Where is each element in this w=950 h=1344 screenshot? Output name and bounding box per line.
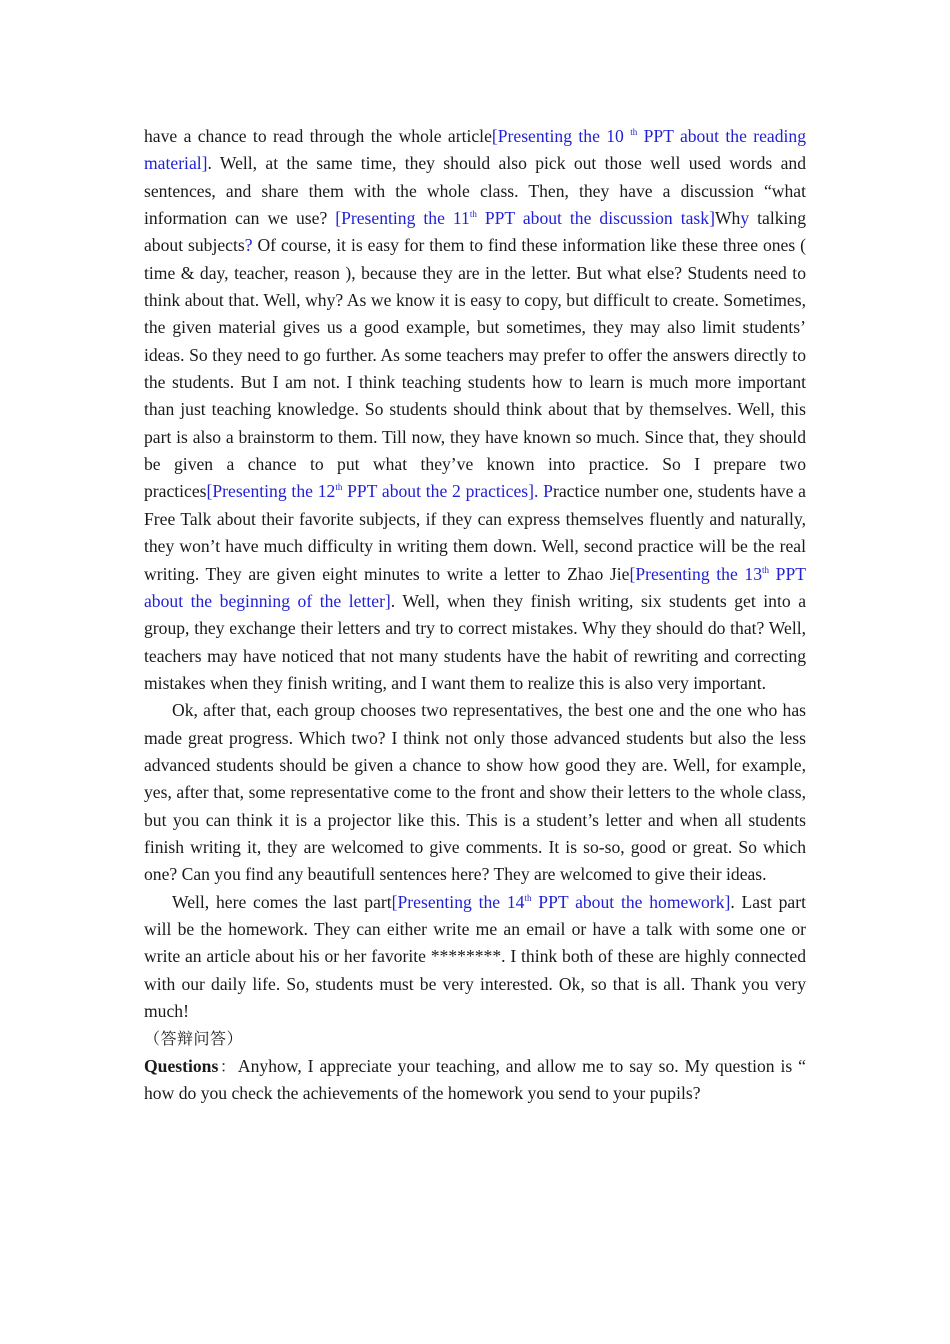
ppt-note-14: [Presenting the 14th PPT about the homework]	[391, 891, 731, 912]
question-text: Anyhow, I appreciate your teaching, and allow me to say so. My question is “ how do you check the achievements of the homework you send to your pupils?	[144, 1055, 806, 1104]
body-text: talking about subjects	[144, 208, 807, 256]
body-text: . Well, when they finish writing, six students get into a group, they exchange their letters and try to correct mistakes. Why they should do that? Well, teachers may have noticed that not many students have the habit of rewriting and correcting mistakes when they finish writing, and I want them to realize this is also very important.	[144, 590, 806, 693]
body-text-blue: ?	[244, 235, 253, 256]
body-text-blue: y	[740, 208, 750, 229]
question-label: Questions	[144, 1055, 219, 1076]
paragraph-homework	[144, 889, 806, 1026]
body-text: . Last part will be the homework. They can either write me an email or have a talk with some one or write an article about his or her favorite ********. I think both of these are highly connected with our daily life. So, students must be very interested. Ok, so that is all. Thank you very much!	[144, 891, 806, 1021]
document-page	[144, 123, 806, 1107]
body-text: . Well, at the same time, they should also pick out those well used words and sentences, and share them with the whole class. Then, they have a discussion “what information can we use?	[144, 153, 806, 229]
body-text: Well, here comes the last part	[172, 891, 392, 912]
body-text: ractice number one, students have a Free Talk about their favorite subjects, if they can express themselves fluently and naturally, they won’t have much difficulty in writing them down. Well, second practice will be the real writing. They are given eight minutes to write a letter to Zhao Jie	[144, 481, 806, 584]
question-paragraph	[144, 1053, 806, 1108]
body-text: Wh	[714, 208, 741, 229]
defense-heading: （答辩问答）	[144, 1029, 244, 1049]
ppt-note-10: [Presenting the 10 $^{th}$ PPT about the reading material]	[144, 126, 807, 174]
body-text: Of course, it is easy for them to find these information like these three ones ( time & day, teacher, reason ), because they are in the letter. But what else? Students need to think about that. Well, why? As we know it is easy to copy, but difficult to create. Sometimes, the given material gives us a good example, but sometimes, they may also limit students’ ideas. So they need to go further. As some teachers may prefer to offer the answers directly to the students. But I am not. I think teaching students how to learn is much more important than just teaching knowledge. So students should think about that by themselves. Well, this part is also a brainstorm to them. Till now, they have known so much. Since that, they should be given a chance to put what they’ve known into practice. So I prepare two practices	[144, 235, 806, 502]
body-text: have a chance to read through the whole article	[144, 126, 492, 146]
ppt-note-11: [Presenting the 11th PPT about the discussion task]	[335, 208, 715, 229]
paragraph-representatives: Ok, after that, each group chooses two representatives, the best one and the one who has made great progress. Which two? I think not only those advanced students but also the less advanced students should be given a chance to show how good they are. Well, for example, yes, after that, some representative come to the front and show their letters to the whole class, but you can think it is a projector like this. This is a student’s letter and when all students finish writing it, they are welcomed to give comments. It is so-so, good or great. So which one? Can you find any beautifull sentences here? They are welcomed to give their ideas.	[144, 700, 806, 885]
ppt-note-13: [Presenting the 13th PPT about the beginning of the letter]	[144, 563, 806, 611]
question-colon: ：	[218, 1056, 238, 1076]
ppt-note-12: [Presenting the 12th PPT about the 2 practices]. P	[206, 481, 553, 502]
paragraph-lesson-procedure	[144, 123, 806, 697]
